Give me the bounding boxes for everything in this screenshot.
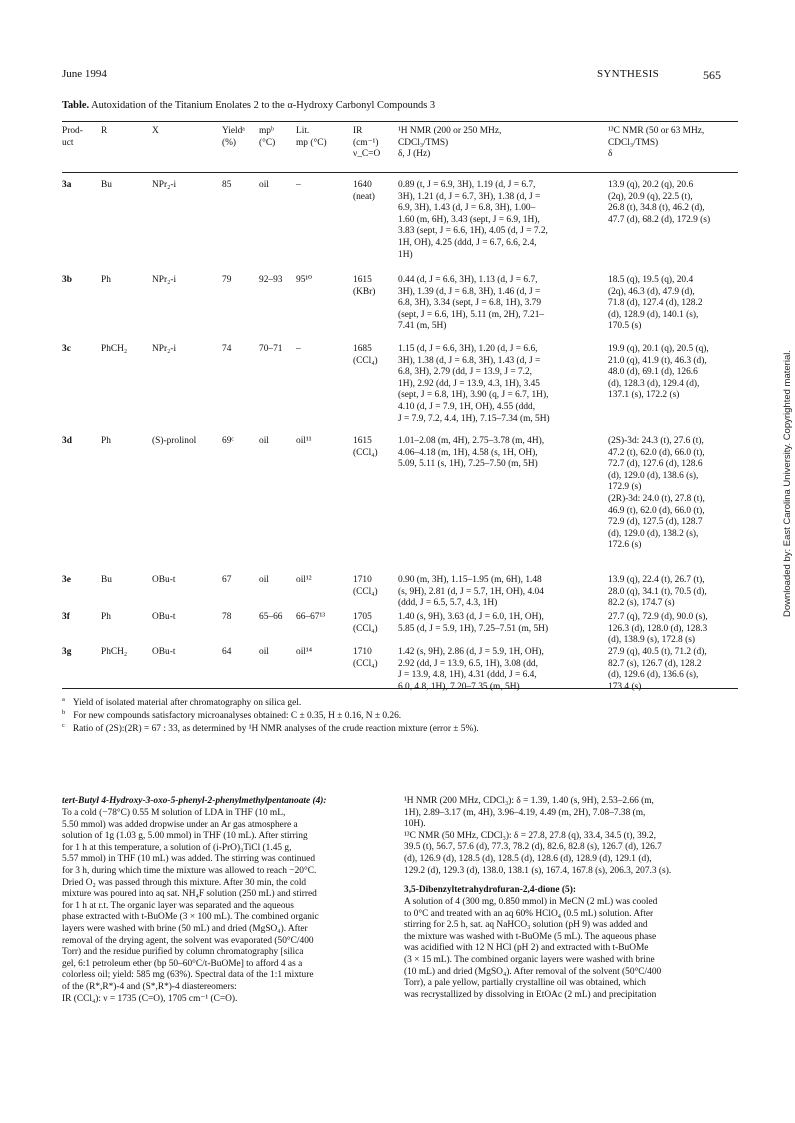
row-mp: oil <box>259 436 269 446</box>
row-1h-nmr: 1.01–2.08 (m, 4H), 2.75–3.78 (m, 4H), 4.06–4.18 (m, 1H), 4.58 (s, 1H, OH), 5.09, 5.11 (s, 1H), 7.25–7.50 (m, 5H) <box>398 436 545 470</box>
row-ir: 1685 (CCl₄) <box>353 344 378 366</box>
table-caption-text: Autoxidation of the Titanium Enolates 2 to the α-Hydroxy Carbonyl Compounds 3 <box>91 100 436 111</box>
col-header-product: Prod- uct <box>62 126 83 148</box>
row-1h-nmr: 1.15 (d, J = 6.6, 3H), 1.20 (d, J = 6.6, 3H), 1.38 (d, J = 6.8, 3H), 1.43 (d, J = 6.8, 3H), 2.79 (dd, J = 13.9, J = 7.2, 1H), 2.92 (dd, J = 13.9, 4.3, 1H), 3.45 (sept, J = 6.8, 1H), 3.90 (q, J = 6.7, 1H), 4.10 (d, J = 7.9, 1H, OH), 4.55 (ddd, J = 7.9, 7.2, 4.4, 1H), 7.15–7.34 (m, 5H) <box>398 344 550 424</box>
footnote-text: Ratio of (2S):(2R) = 67 : 33, as determined by ¹H NMR analyses of the crude reaction mixture (error ± 5%). <box>72 724 479 735</box>
col-header-13c-nmr: ¹³C NMR (50 or 63 MHz, CDCl₃/TMS) δ <box>608 126 705 159</box>
row-yield: 74 <box>222 344 232 354</box>
row-lit-mp: oil¹² <box>296 575 312 585</box>
row-1h-nmr: 0.90 (m, 3H), 1.15–1.95 (m, 6H), 1.48 (s, 9H), 2.81 (d, J = 5.7, 1H, OH), 4.04 (ddd, J = 6.5, 5.7, 4.3, 1H) <box>398 575 544 609</box>
row-lit-mp: oil¹⁴ <box>296 647 312 657</box>
row-13c-nmr: 27.7 (q), 72.9 (d), 90.0 (s), 126.3 (d), 128.0 (d), 128.3 (d), 138.9 (s), 172.8 (s) <box>608 612 708 646</box>
row-yield: 64 <box>222 647 232 657</box>
row-x-group: (S)-prolinol <box>152 436 197 446</box>
row-13c-nmr: 18.5 (q), 19.5 (q), 20.4 (2q), 46.3 (d), 47.9 (d), 71.8 (d), 127.4 (d), 128.2 (d), 128.9 (d), 140.1 (s), 170.5 (s) <box>608 275 703 332</box>
row-ir: 1615 (KBr) <box>353 275 376 297</box>
row-x-group: OBu-t <box>152 647 176 657</box>
table-header-rule <box>62 172 738 173</box>
row-x-group: NPr₂-i <box>152 275 177 285</box>
procedure-text-compound-4: To a cold (−78°C) 0.55 M solution of LDA in THF (10 mL, 5.50 mmol) was added dropwise under an Ar gas atmosphere a solution of 1g (1.03 g, 5.00 mmol) in THF (10 mL). After stirring for 1 h at this temperature, a solution of (i-PrO)₃TiCl (1.45 g, 5.57 mmol) in THF (10 mL) was added. The stirring was continued for 3 h, during which time the mixture was allowed to reach −20°C. Dried O₂ was passed through this mixture. After 30 min, the cold mixture was poured into aq sat. NH₄F solution (250 mL) and stirred for 1 h at r.t. The organic layer was separated and the aqueous phase extracted with t-BuOMe (3 × 100 mL). The combined organic layers were washed with brine (50 mL) and dried (MgSO₄). After removal of the drying agent, the solvent was evaporated (50°C/400 Torr) and the residue purified by column chromatography [silica gel, 6:1 petroleum ether (bp 50–60°C/t-BuOMe] to afford 4 as a colorless oil; yield: 585 mg (63%). Spectral data of the 1:1 mixture of the (R*,R*)-4 and (S*,R*)-4 diastereomers: IR (CCl₄): ν = 1735 (C=O), 1705 cm⁻¹ (C=O). <box>62 808 319 1004</box>
row-r-group: Ph <box>101 612 111 622</box>
download-watermark: Downloaded by: East Carolina University. Copyrighted material. <box>782 350 793 618</box>
row-mp: oil <box>259 180 269 190</box>
row-r-group: PhCH₂ <box>101 647 128 657</box>
row-ir: 1615 (CCl₄) <box>353 436 378 458</box>
row-x-group: NPr₂-i <box>152 180 177 190</box>
row-yield: 85 <box>222 180 232 190</box>
col-header-x: X <box>152 126 159 136</box>
row-mp: oil <box>259 575 269 585</box>
row-mp: oil <box>259 647 269 657</box>
row-13c-nmr: 13.9 (q), 22.4 (t), 26.7 (t), 28.0 (q), 34.1 (t), 70.5 (d), 82.2 (s), 174.7 (s) <box>608 575 707 609</box>
row-ir: 1710 (CCl₄) <box>353 575 378 597</box>
row-product-id: 3f <box>62 612 70 622</box>
table-top-rule <box>62 121 738 122</box>
row-yield: 78 <box>222 612 232 622</box>
col-header-mp: mpᵇ (°C) <box>259 126 276 148</box>
row-1h-nmr: 0.89 (t, J = 6.9, 3H), 1.19 (d, J = 6.7, 3H), 1.21 (d, J = 6.7, 3H), 1.38 (d, J = 6.9, 3H), 1.43 (d, J = 6.8, 3H), 1.00– 1.60 (m, 6H), 3.43 (sept, J = 6.9, 1H), 3.83 (sept, J = 6.6, 1H), 4.05 (d, J = 7.2, 1H, OH), 4.25 (ddd, J = 6.7, 6.6, 2.4, 1H) <box>398 180 548 260</box>
row-x-group: OBu-t <box>152 575 176 585</box>
footnote-mark: b <box>62 709 66 716</box>
col-header-1h-nmr: ¹H NMR (200 or 250 MHz, CDCl₃/TMS) δ, J (Hz) <box>398 126 502 159</box>
row-1h-nmr: 0.44 (d, J = 6.6, 3H), 1.13 (d, J = 6.7, 3H), 1.39 (d, J = 6.8, 3H), 1.46 (d, J = 6.8, 3H), 3.34 (sept, J = 6.8, 1H), 3.79 (sept, J = 6.6, 1H), 5.11 (m, 2H), 7.21– 7.41 (m, 5H) <box>398 275 545 332</box>
table-caption-label: Table. <box>62 100 90 111</box>
row-yield: 69ᶜ <box>222 436 234 446</box>
row-lit-mp: 66–67¹³ <box>296 612 326 622</box>
col-header-r: R <box>101 126 108 136</box>
row-13c-nmr: 13.9 (q), 20.2 (q), 20.6 (2q), 20.9 (q), 22.5 (t), 26.8 (t), 34.8 (t), 46.2 (d), 47.7 (d), 68.2 (d), 172.9 (s) <box>608 180 711 225</box>
row-mp: 70–71 <box>259 344 283 354</box>
row-1h-nmr: 1.42 (s, 9H), 2.86 (d, J = 5.9, 1H, OH), 2.92 (dd, J = 13.9, 6.5, 1H), 3.08 (dd, J = 13.9, 4.8, 1H), 4.31 (ddd, J = 6.4, 6.0, 4.8, 1H), 7.20–7.35 (m, 5H) <box>398 647 544 692</box>
row-mp: 92–93 <box>259 275 283 285</box>
footnote-mark: a <box>62 696 65 703</box>
footnote-c <box>62 720 479 736</box>
row-ir: 1710 (CCl₄) <box>353 647 378 669</box>
row-r-group: Ph <box>101 436 111 446</box>
row-product-id: 3g <box>62 647 72 657</box>
row-ir: 1640 (neat) <box>353 180 375 202</box>
footnote-mark: c <box>62 722 65 729</box>
row-13c-nmr: (2S)-3d: 24.3 (t), 27.6 (t), 47.2 (t), 62.0 (d), 66.0 (t), 72.7 (d), 127.6 (d), 128.6 (d), 129.0 (d), 138.6 (s), 172.9 (s) (2R)-3d: 24.0 (t), 27.8 (t), 46.9 (t), 62.0 (d), 66.0 (t), 72.9 (d), 127.5 (d), 128.7 (d), 129.0 (d), 138.2 (s), 172.6 (s) <box>608 436 705 551</box>
running-header-date: June 1994 <box>62 68 107 80</box>
page-number: 565 <box>703 68 721 82</box>
row-r-group: PhCH₂ <box>101 344 128 354</box>
row-product-id: 3a <box>62 180 72 190</box>
col-header-ir: IR (cm⁻¹) ν_C=O <box>353 126 381 159</box>
footnote-text: Yield of isolated material after chromatography on silica gel. <box>72 698 302 709</box>
table-bottom-rule <box>62 688 738 689</box>
row-lit-mp: 95¹⁰ <box>296 275 312 285</box>
row-yield: 67 <box>222 575 232 585</box>
row-yield: 79 <box>222 275 232 285</box>
row-lit-mp: – <box>296 180 301 190</box>
section-heading-compound-5: 3,5-Dibenzyltetrahydrofuran-2,4-dione (5): <box>404 885 576 895</box>
row-13c-nmr: 27.9 (q), 40.5 (t), 71.2 (d), 82.7 (s), 126.7 (d), 128.2 (d), 129.6 (d), 136.6 (s), 173.4 (s) <box>608 647 707 692</box>
section-heading-compound-4: tert-Butyl 4-Hydroxy-3-oxo-5-phenyl-2-phenylmethylpentanoate (4): <box>62 796 327 806</box>
col-header-yield: Yieldᵃ (%) <box>222 126 245 148</box>
row-r-group: Ph <box>101 275 111 285</box>
row-13c-nmr: 19.9 (q), 20.1 (q), 20.5 (q), 21.0 (q), 41.9 (t), 46.3 (d), 48.0 (d), 69.1 (d), 126.6 (d), 128.3 (d), 129.4 (d), 137.1 (s), 172.2 (s) <box>608 344 709 401</box>
nmr-data-compound-4: ¹H NMR (200 MHz, CDCl₃): δ = 1.39, 1.40 (s, 9H), 2.53–2.66 (m, 1H), 2.89–3.17 (m, 4H), 3.96–4.19, 4.49 (m, 2H), 7.08–7.38 (m, 10H). ¹³C NMR (50 MHz, CDCl₃): δ = 27.8, 27.8 (q), 33.4, 34.5 (t), 39.2, 39.5 (t), 56.7, 57.6 (d), 77.3, 78.2 (d), 82.6, 82.8 (s), 126.7 (d), 126.7 (d), 126.9 (d), 128.5 (d), 128.5 (d), 128.6 (d), 128.9 (d), 129.1 (d), 129.2 (d), 129.3 (d), 138.0, 138.1 (s), 167.4, 167.8 (s), 206.3, 207.3 (s). <box>404 796 672 876</box>
row-1h-nmr: 1.40 (s, 9H), 3.63 (d, J = 6.0, 1H, OH), 5.85 (d, J = 5.9, 1H), 7.25–7.51 (m, 5H) <box>398 612 549 634</box>
procedure-text-compound-5: A solution of 4 (300 mg, 0.850 mmol) in MeCN (2 mL) was cooled to 0°C and treated with an aq 60% HClO₄ (0.5 mL) solution. After stirring for 2.5 h, sat. aq NaHCO₃ solution (pH 9) was added and the mixture was washed with t-BuOMe (5 mL). The aqueous phase was acidified with 12 N HCl (pH 2) and extracted with t-BuOMe (3 × 15 mL). The combined organic layers were washed with brine (10 mL) and dried (MgSO₄). After removal of the solvent (50°C/400 Torr), a pale yellow, partially crystalline oil was obtained, which was recrystallized by dissolving in EtOAc (2 mL) and precipitation <box>404 897 662 1000</box>
row-r-group: Bu <box>101 180 112 190</box>
row-product-id: 3e <box>62 575 71 585</box>
row-product-id: 3c <box>62 344 71 354</box>
table-caption <box>62 100 435 111</box>
row-product-id: 3b <box>62 275 72 285</box>
row-x-group: OBu-t <box>152 612 176 622</box>
row-r-group: Bu <box>101 575 112 585</box>
footnote-text: For new compounds satisfactory microanalyses obtained: C ± 0.35, H ± 0.16, N ± 0.26. <box>73 711 402 722</box>
row-product-id: 3d <box>62 436 72 446</box>
col-header-lit: Lit. mp (°C) <box>296 126 327 148</box>
row-lit-mp: oil¹¹ <box>296 436 312 446</box>
row-ir: 1705 (CCl₄) <box>353 612 378 634</box>
running-header-journal: SYNTHESIS <box>597 68 659 80</box>
row-lit-mp: – <box>296 344 301 354</box>
row-x-group: NPr₂-i <box>152 344 177 354</box>
row-mp: 65–66 <box>259 612 283 622</box>
